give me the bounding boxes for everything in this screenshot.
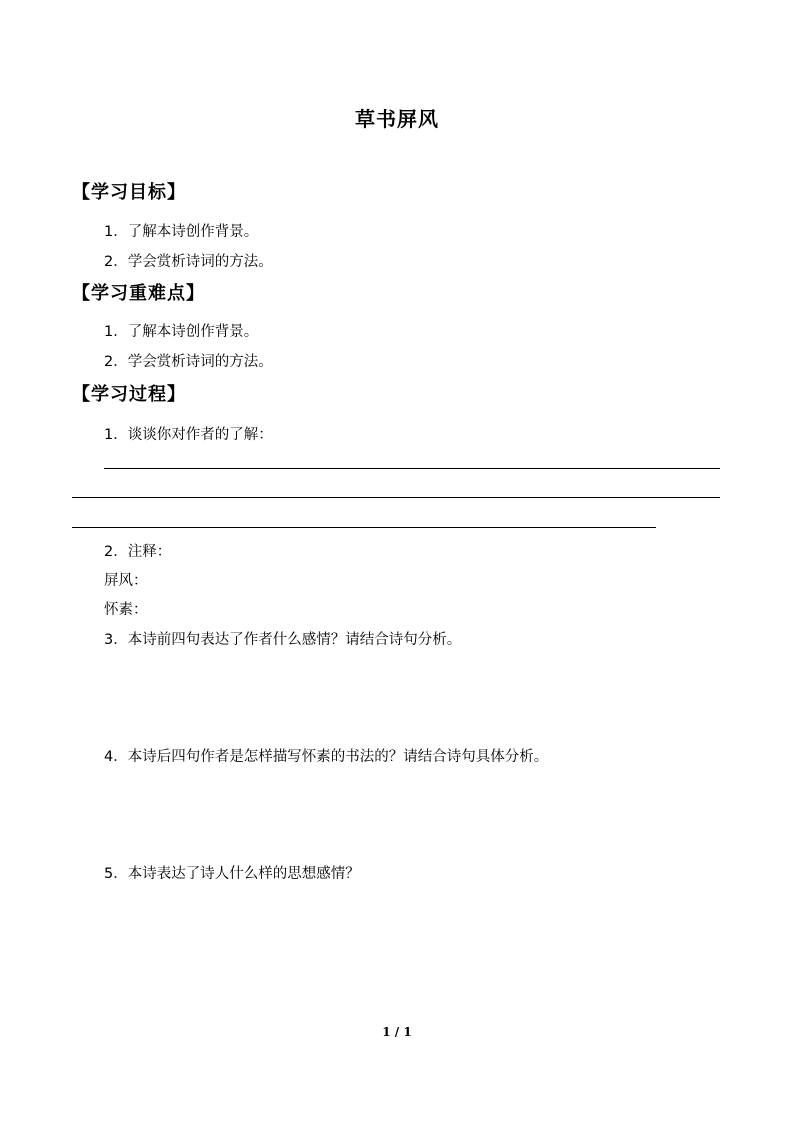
page-number: 1 / 1 <box>382 1025 412 1039</box>
annotation-huaisu: 怀素： <box>104 602 148 618</box>
question-1: 1．谈谈你对作者的了解： <box>104 427 273 443</box>
question-5: 5．本诗表达了诗人什么样的思想感情？ <box>104 866 360 882</box>
question-2: 2．注释： <box>104 544 172 560</box>
answer-line <box>72 527 656 528</box>
objective-item: 1．了解本诗创作背景。 <box>104 224 259 240</box>
question-4: 4．本诗后四句作者是怎样描写怀素的书法的？请结合诗句具体分析。 <box>104 749 549 765</box>
answer-line <box>72 497 720 498</box>
key-point-item: 2．学会赏析诗词的方法。 <box>104 354 273 370</box>
answer-line <box>104 468 720 469</box>
annotation-pingfeng: 屏风： <box>104 573 148 589</box>
page-title: 草书屏风 <box>355 107 439 131</box>
section-heading-key-points: 【学习重难点】 <box>72 283 205 304</box>
section-heading-process: 【学习过程】 <box>72 384 186 405</box>
question-3: 3．本诗前四句表达了作者什么感情？请结合诗句分析。 <box>104 632 462 648</box>
key-point-item: 1．了解本诗创作背景。 <box>104 324 259 340</box>
objective-item: 2．学会赏析诗词的方法。 <box>104 254 273 270</box>
section-heading-objectives: 【学习目标】 <box>72 182 186 203</box>
